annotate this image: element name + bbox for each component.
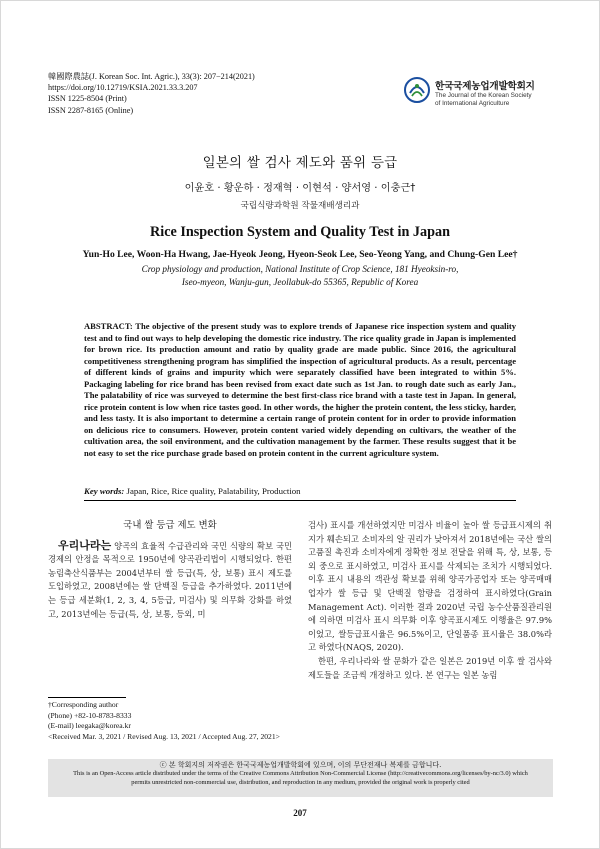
submission-dates: <Received Mar. 3, 2021 / Revised Aug. 13, 2021 / Accepted Aug. 27, 2021> — [48, 731, 280, 741]
corresponding-email[interactable]: (E-mail) leegaka@korea.kr — [48, 721, 131, 731]
society-name-en-line: The Journal of the Korean Society — [435, 92, 532, 99]
body-paragraph — [48, 539, 292, 622]
body-paragraph: 검사) 표시를 개선하였지만 미검사 비율이 높아 쌀 등급표시제의 취지가 훼손되고 소비자의 알 권리가 낮아져서 2018년에는 국산 쌀의 고품질 촉진과 소비자에게 정확한 정보 전달을 위해 특, 상, 보통, 등외 중으로 표시하였고, 미검사 표시를 삭제되는 조치가 시행되었다. 이후 표시 내용의 객관성 확보를 위해 양곡가공업자 또는 양곡매매업자가 쌀 등급 및 단백질 함량을 검정하여 표시하였다(Grain Management Act). 이러한 결과 2020년 국립 농수산품질관리원에 의하면 미검사 표시 의무화 이후 양곡표시제도 이행율은 97.9%이었고, 쌀등급표시율은 96.5%이고, 단일품종 표시율은 38.0%라고 하였다(NAQS, 2020). — [308, 520, 552, 653]
society-name-en-line: of International Agriculture — [435, 100, 510, 107]
society-emblem-icon — [404, 77, 430, 103]
authors-en: Yun-Ho Lee, Woon-Ha Hwang, Jae-Hyeok Jeong, Hyeon-Seok Lee, Seo-Yeong Yang, and Chung-Gen Lee† — [82, 249, 518, 260]
journal-header — [48, 71, 558, 116]
abstract-divider — [84, 500, 516, 501]
affiliation-ko: 국립식량과학원 작물재배생리과 — [240, 201, 360, 211]
keywords — [84, 486, 516, 496]
license-text: permits unrestricted non-commercial use, distribution, and reproduction in any medium, provided the original work is properly cited — [131, 778, 470, 786]
issn-online: ISSN 2287-8165 (Online) — [48, 105, 134, 115]
abstract-label: ABSTRACT: — [84, 321, 133, 331]
affiliation-en-line: Crop physiology and production, National Institute of Crop Science, 181 Hyeoksin-ro, — [141, 264, 459, 274]
license-box — [48, 759, 553, 797]
body-column-right — [308, 519, 552, 682]
keywords-label: Key words: — [84, 486, 125, 496]
affiliation-en — [0, 263, 600, 289]
license-text: This is an Open-Access article distributed under the terms of the Creative Commons Attribution Non-Commercial License (http://creativecommons.org/licenses/by-nc/3.0) which — [73, 769, 528, 777]
paper-title-en: Rice Inspection System and Quality Test in Japan — [150, 224, 450, 240]
copyright-notice: ⓒ 본 학회지의 저작권은 한국국제농업개발학회에 있으며, 이의 무단전재나 복제를 금합니다. — [159, 761, 442, 769]
society-logo — [404, 75, 546, 115]
body-text: 양곡의 효율적 수급관리와 국민 식량의 확보 국민 경제의 안정을 목적으로 1950년에 양곡관리법이 시행되었다. 한편 농림축산식품부는 2004년부터 쌀 등급(특, 상, 보통) 표시 제도를 도입하였고, 2008년에는 쌀 단백질 등급을 추가하였다. 2011년에는 등급 세분화(1, 2, 3, 4, 5등급, 미검사) 및 의무화 강화를 하였고, 2013년에는 등급(특, 상, 보통, 등외, 미 — [48, 540, 292, 619]
corresponding-author: †Corresponding author — [48, 700, 119, 709]
society-name-en — [435, 92, 532, 108]
keywords-text: Japan, Rice, Rice quality, Palatability, Production — [126, 486, 301, 496]
corresponding-phone: (Phone) +82-10-8783-8333 — [48, 710, 132, 720]
body-paragraph: 한편, 우리나라와 쌀 문화가 같은 일본은 2019년 이후 쌀 검사와 제도들을 조금씩 개정하고 있다. 본 연구는 일본 농림 — [308, 655, 552, 680]
section-heading: 국내 쌀 등급 제도 변화 — [123, 520, 217, 531]
affiliation-en-line: Iseo-myeon, Wanju-gun, Jeollabuk-do 55365, Republic of Korea — [181, 277, 419, 288]
authors-ko: 이윤호 · 황운하 · 정재혁 · 이현석 · 양서영 · 이충근† — [184, 183, 416, 194]
body-column-left — [48, 519, 292, 621]
run-in-heading: 우리나라는 — [58, 538, 112, 552]
abstract — [84, 321, 516, 460]
abstract-text: The objective of the present study was to explore trends of Japanese rice inspection system and quality test and to find out ways to help developing the domestic rice industry. The rice quality grade in Japan is implemented for brown rice. Its production amount and ratio by quality grade are made public. Since 2016, the agricultural competitiveness strengthening program has simplified the inspection of agricultural products. As a result, percentage of different kinds of grains and impurity which were separately classified have been integrated to within 5%. Packaging labeling for rice brand has been revised from exact date such as 1st Jan. to rough date such as early Jan., The palatability of rice was surveyed to determine the best first-class rice brand with a taste test in Japan. In general, rice protein content is low when rice tastes good. In other words, the higher the protein content, the less sticky, harder, and less tasty. It is also important to determine a certain range of protein content for in order to provide information on delicious rice to consumers. However, protein content varied widely depending on cultivars, the weather of the cultivation area, the soil environment, and the cultivation management by the farmer. These results suggest that it be not easy to set the rice purchase grade based on protein content in the current agriculture system. — [84, 321, 516, 459]
page-number: 207 — [293, 808, 307, 818]
doi-link[interactable]: https://doi.org/10.12719/KSIA.2021.33.3.207 — [48, 83, 198, 93]
society-name-ko: 한국국제농업개발학회지 — [435, 81, 535, 92]
citation-line: 韓國際農誌(J. Korean Soc. Int. Agric.), 33(3): 207−214(2021) — [48, 72, 255, 81]
footnote — [48, 700, 298, 742]
paper-title-ko: 일본의 쌀 검사 제도와 품위 등급 — [202, 156, 398, 171]
issn-print: ISSN 1225-8504 (Print) — [48, 94, 127, 104]
footnote-divider — [48, 697, 126, 698]
